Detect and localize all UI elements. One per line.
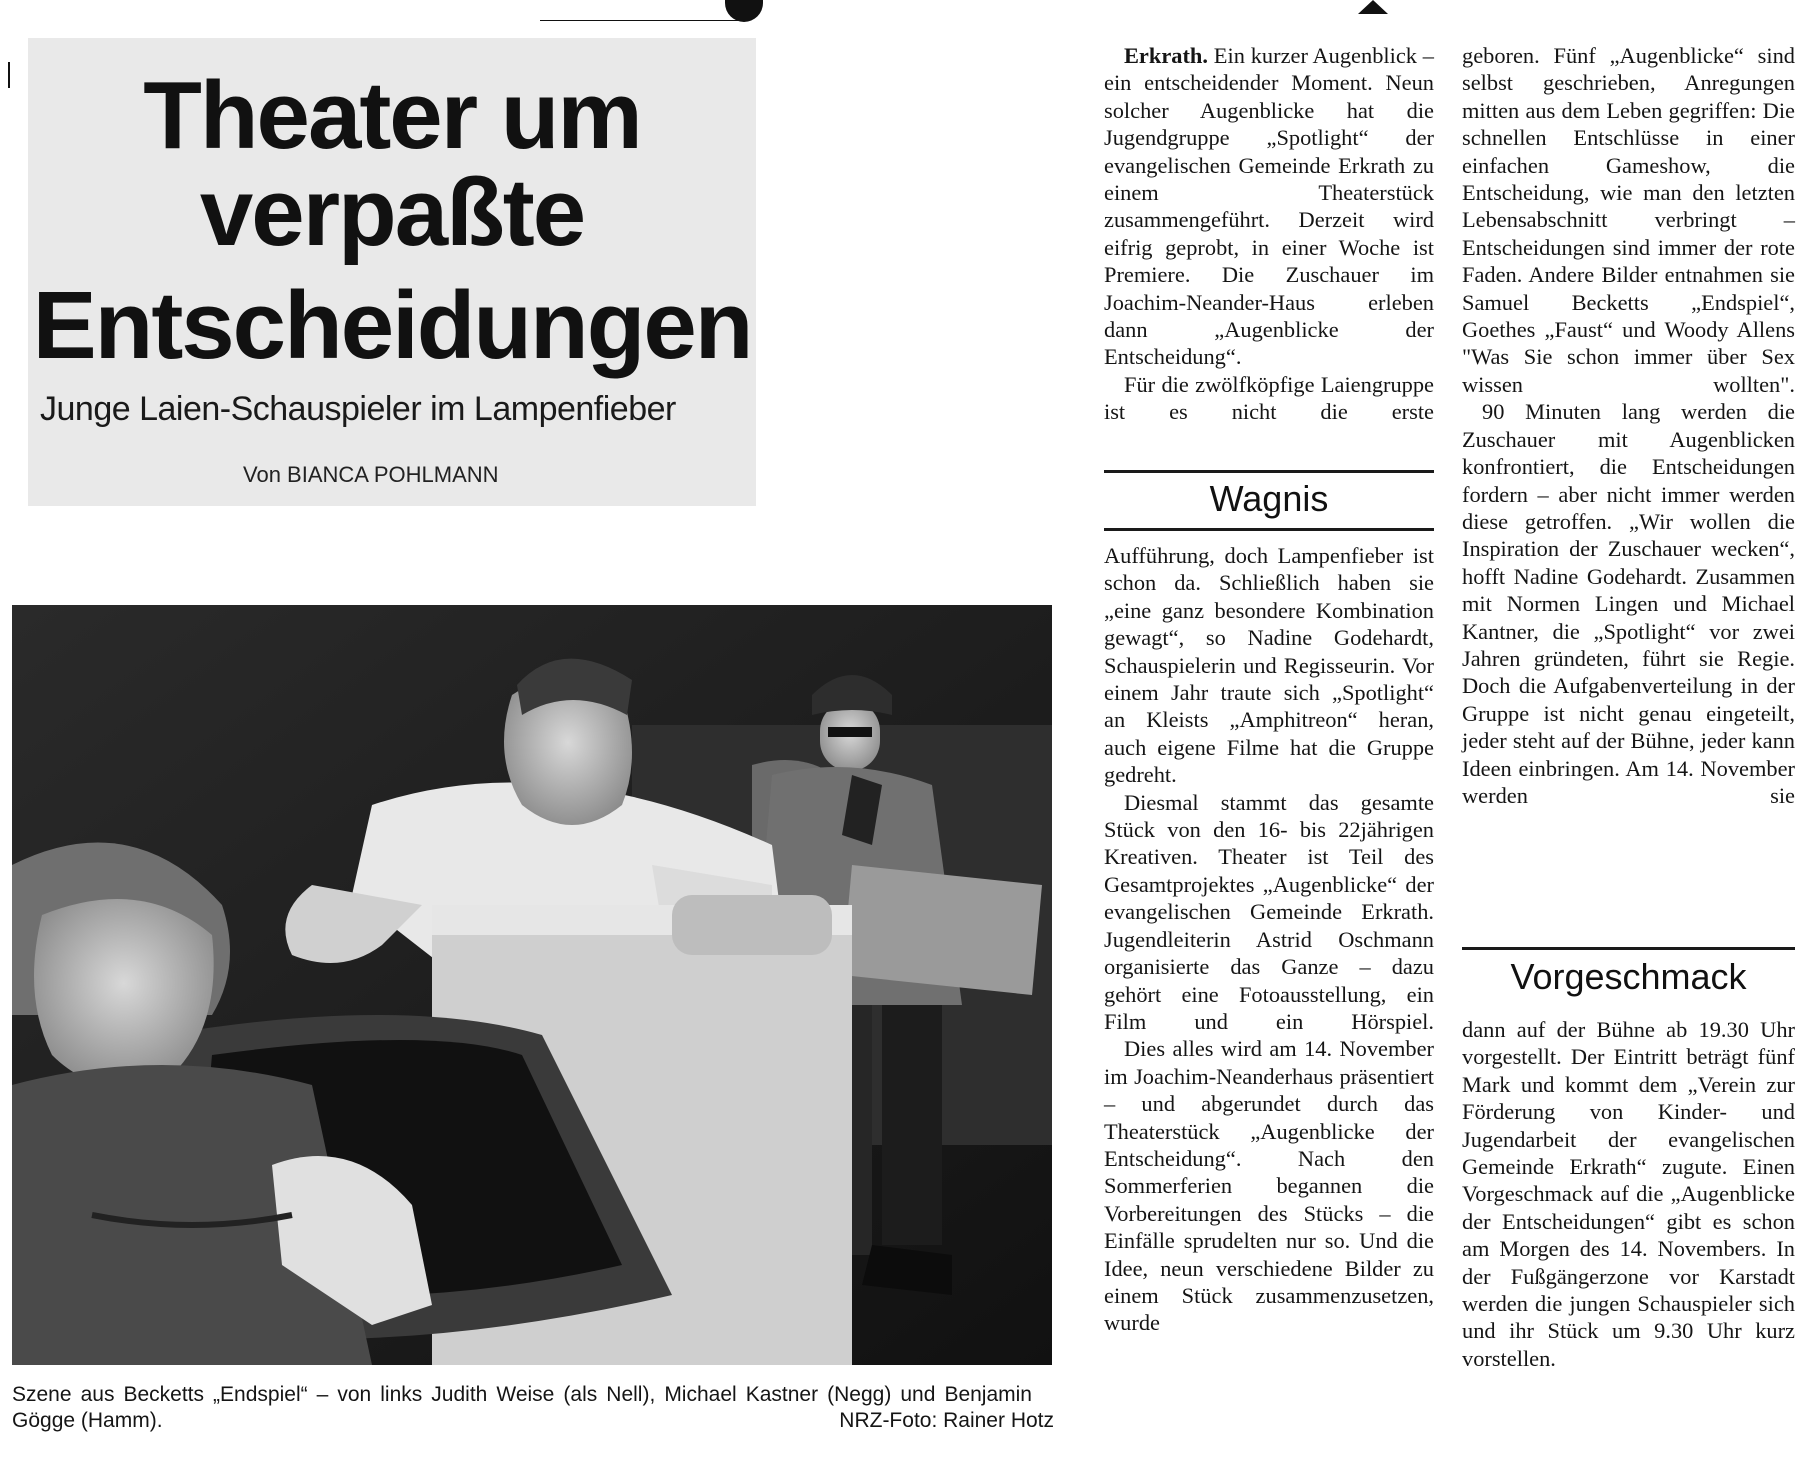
clipping-mark-top-right — [1358, 0, 1388, 14]
article-paragraph: 90 Minuten lang werden die Zuschauer mit Augenblicken konfrontiert, die Entscheidungen fordern – aber nicht immer werden diese getroffen. „Wir wollen die Inspiration der Zuschauer wecken“, hofft Nadine Godehardt. Zusammen mit Normen Lingen und Michael Kantner, die „Spotlight“ vor zwei Jahren gründeten, führt sie Regie. Doch die Aufgabenverteilung in der Gruppe ist nicht genau eingeteilt, jeder steht auf der Bühne, jeder kann Ideen einbringen. Am 14. November werden sie — [1462, 399, 1795, 808]
article-column-2-bottom — [1462, 1016, 1795, 1372]
subhead-rule-top — [1462, 947, 1795, 950]
article-column-2-top — [1462, 42, 1795, 809]
article-paragraph: Dies alles wird am 14. November im Joachim-Neanderhaus präsentiert – und abgerundet durch das Theaterstück „Augenblicke der Entscheidung“. Nach den Sommerferien begannen die Vorbereitungen des Stücks – die Einfälle sprudelten nur so. Und die Idee, neun verschiedene Bilder zu einem Stück zusammenzusetzen, wurde — [1104, 1036, 1434, 1336]
headline-line-2: verpaßte — [199, 159, 585, 266]
clipping-mark-top — [725, 0, 763, 22]
photo-scene — [12, 605, 1052, 1365]
article-paragraph — [1104, 371, 1434, 426]
photo-credit: NRZ-Foto: Rainer Hotz — [839, 1409, 1054, 1432]
photo-caption: Szene aus Becketts „Endspiel“ – von links Judith Weise (als Nell), Michael Kastner (Negg) und Benjamin Gögge (Hamm). — [12, 1383, 1032, 1432]
headline-line-1: Theater um — [143, 62, 641, 169]
headline-block — [28, 38, 756, 506]
headline-line-3: Entscheidungen — [32, 272, 752, 379]
subhead-rule-bottom — [1104, 528, 1434, 531]
article-paragraph: dann auf der Bühne ab 19.30 Uhr vorgestellt. Der Eintritt beträgt fünf Mark und kommt dem „Verein zur Förderung von Kinder- und Jugendarbeit der evangelischen Gemeinde Erkrath“ zugute. Einen Vorgeschmack auf die „Augenblicke der Entscheidungen“ gibt es schon am Morgen des 14. Novembers. In der Fußgängerzone vor Karstadt werden die jungen Schauspieler sich und ihr Stück um 9.30 Uhr kurz vorstellen. — [1462, 1017, 1795, 1371]
article-paragraph: geboren. Fünf „Augenblicke“ sind selbst geschrieben, Anregungen mitten aus dem Leben gegriffen: Die schnellen Entschlüsse in einer einfachen Gameshow, die Entscheidung, wie man den letzten Lebensabschnitt verbringt – Entscheidungen sind immer der rote Faden. Andere Bilder entnahmen sie Samuel Becketts „Endspiel“, Goethes „Faust“ und Woody Allens "Was Sie schon immer über Sex wissen wollten". — [1462, 43, 1795, 397]
edge-mark-left — [8, 62, 10, 88]
article-photo — [12, 605, 1052, 1365]
byline — [243, 462, 499, 488]
paragraph-text: Ein kurzer Augenblick – ein entscheidender Moment. Neun solcher Augenblicke hat die Jugendgruppe „Spotlight“ der evangelischen Gemeinde Erkrath zu einem Theaterstück zusammengeführt. Derzeit wird eifrig geprobt, in einer Woche ist Premiere. Die Zuschauer im Joachim-Neander-Haus erleben dann „Augenblicke der Entscheidung“. — [1104, 43, 1434, 370]
paragraph-text: Für die zwölfköpfige Laiengruppe ist es nicht die erste — [1104, 371, 1434, 425]
article-paragraph — [1104, 42, 1434, 371]
clipping-line — [540, 20, 740, 21]
subhead-rule-top — [1104, 470, 1434, 473]
byline-prefix: Von — [243, 462, 288, 487]
article-paragraph: Diesmal stammt das gesamte Stück von den 16- bis 22jährigen Kreativen. Theater ist Teil des Gesamtprojektes „Augenblicke“ der evangelischen Gemeinde Erkrath. Jugendleiterin Astrid Oschmann organisierte das Ganze – dazu gehört eine Fotoausstellung, ein Film und ein Hörspiel. — [1104, 789, 1434, 1034]
subhead-vorgeschmack: Vorgeschmack — [1510, 956, 1747, 997]
article-column-1-bottom — [1104, 542, 1434, 1337]
article-column-1-top — [1104, 42, 1434, 426]
subhead-wagnis: Wagnis — [1209, 478, 1329, 519]
dateline: Erkrath. — [1124, 43, 1208, 68]
subtitle: Junge Laien-Schauspieler im Lampenfieber — [40, 390, 676, 428]
photo-caption-block — [12, 1382, 1054, 1434]
byline-author: BIANCA POHLMANN — [287, 462, 499, 487]
article-paragraph: Aufführung, doch Lampenfieber ist schon da. Schließlich haben sie „eine ganz besondere Kombination gewagt“, so Nadine Godehardt, Schauspielerin und Regisseurin. Vor einem Jahr traute sich „Spotlight“ an Kleists „Amphitreon“ heran, auch eigene Filme hat die Gruppe gedreht. — [1104, 543, 1434, 788]
